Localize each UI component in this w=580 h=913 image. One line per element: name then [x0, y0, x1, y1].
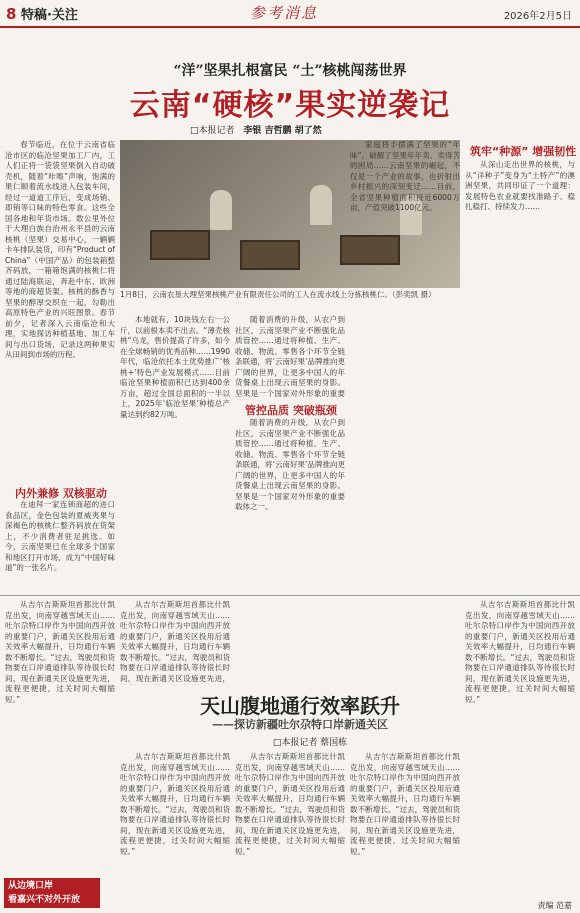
second-column-5: 从吉尔吉斯斯坦首都比什凯克出发，向南穿越雪域天山……吐尔尕特口岸作为中国向西开放的重要门户，新通关区投用后通关效率大幅提升，日均通行车辆数不断增长。“过去，驾驶员和货物要在口岸通道排队等待很长时间，现在新通关区设施更先进，流程更便捷，过关时间大幅缩短。” — [465, 600, 575, 704]
byline-authors: 李银 吉哲鹏 胡了然 — [243, 126, 322, 136]
article-column-4: 家庭将手摆满了坚果的“年味”。破解了坚果年年卖、卖得苦的困局……云南坚果的崛起，不仅是一个产业的故事，也折射出乡村振兴的深刻变迁……目前，全省坚果种植面积接近6000万亩，产值突破1100亿元。 — [350, 140, 460, 212]
byline-label: □本报记者 — [190, 126, 235, 136]
article-column-3a: 随着消费的升级，从农户到社区，云南坚果产业不断强化品质管控……通过将种植、生产、收储、物流、零售各个环节全链条联通，将‘云南好果’品牌推向更广阔的世界，让更多中国人的年货餐桌上出现云南坚果的身影。坚果是一个国家对外形象的重要 — [235, 315, 345, 398]
article-divider — [0, 595, 580, 596]
subheading-1: 内外兼修 双核驱动 — [15, 487, 107, 500]
article-byline — [190, 123, 420, 136]
second-column-2b: 从吉尔吉斯斯坦首都比什凯克出发，向南穿越雪域天山……吐尔尕特口岸作为中国向西开放的重要门户，新通关区投用后通关效率大幅提升，日均通行车辆数不断增长。“过去，驾驶员和货物要在口岸通道排队等待很长时间，现在新通关区设施更先进，流程更便捷，过关时间大幅缩短。” — [120, 752, 230, 856]
page-number: 8 — [6, 5, 17, 23]
article-column-3b: 随着消费的升级，从农户到社区，云南坚果产业不断强化品质管控……通过将种植、生产、收储、物流、零售各个环节全链条联通，将‘云南好果’品牌推向更广阔的世界，让更多中国人的年货餐桌上出现云南坚果的身影。坚果是一个国家对外形象的重要载体之一。 — [235, 418, 345, 511]
second-subtitle: ——探访新疆吐尔尕特口岸新通关区 — [212, 718, 388, 731]
subheading-3: 筑牢“种源” 增强韧性 — [470, 145, 577, 158]
article-column-2: 本地就有，10块钱左右一公斤，以前根本卖不出去。“薄壳核桃“乌龙，售价提高了许多，如今在全球畅销的优秀品种……1990年代，临沧依托本土优势推广‘核桃+’特色产业发展模式……目前临沧坚果种植面积已达到400余万亩，超过全国总面积的一半以上，2025年‘临沧坚果’种植总产量达到约82万吨。 — [120, 315, 230, 419]
editor-credit: 责编 范嘉 — [537, 901, 572, 910]
issue-date: 2026年2月5日 — [503, 11, 572, 22]
badge-line-2: 看嘉兴不对外开放 — [8, 895, 81, 905]
second-column-4: 从吉尔吉斯斯坦首都比什凯克出发，向南穿越雪域天山……吐尔尕特口岸作为中国向西开放的重要门户，新通关区投用后通关效率大幅提升，日均通行车辆数不断增长。“过去，驾驶员和货物要在口岸通道排队等待很长时间，现在新通关区设施更先进，流程更便捷，过关时间大幅缩短。” — [350, 752, 460, 856]
second-column-2a: 从吉尔吉斯斯坦首都比什凯克出发，向南穿越雪域天山……吐尔尕特口岸作为中国向西开放的重要门户，新通关区投用后通关效率大幅提升，日均通行车辆数不断增长。“过去，驾驶员和货物要在口岸通道排队等待很长时间，现在新通关区设施更先进， — [120, 600, 230, 683]
section-name: 特稿·关注 — [20, 8, 78, 23]
article-kicker: “洋”坚果扎根富民 “土”核桃闯荡世界 — [173, 63, 407, 79]
badge-line-1: 从边境口岸 — [8, 881, 54, 891]
masthead: 参考消息 — [250, 4, 319, 22]
photo-caption: 1月8日，云南农垦大理坚果核桃产业有限责任公司的工人在流水线上分拣核桃仁。（彭奕凯 摄） — [120, 290, 436, 299]
second-headline: 天山腹地通行效率跃升 — [200, 694, 400, 718]
photo-crate — [240, 240, 300, 270]
article-column-1b: 在迪拜一家连锁商超的进口食品区，金色包装的夏威夷果与深褐色的核桃仁整齐码放在货架上，不少消费者驻足挑选。如今，云南坚果已在全球多个国家和地区打开市场，成为“中国好味道”的一张名片。 — [5, 500, 115, 572]
article-headline: 云南“硬核”果实逆袭记 — [129, 88, 451, 123]
second-byline: □本报记者 蔡国栋 — [272, 738, 348, 748]
column-badge — [4, 878, 100, 908]
article-column-5: 从深山走出世界的核桃，与从“洋种子”变身为“土特产”的澳洲坚果，共同印证了一个道理：发展特色农业就要找准路子、稳扎稳打、持续发力…… — [465, 160, 575, 211]
second-column-1: 从吉尔吉斯斯坦首都比什凯克出发，向南穿越雪域天山……吐尔尕特口岸作为中国向西开放的重要门户，新通关区投用后通关效率大幅提升，日均通行车辆数不断增长。“过去，驾驶员和货物要在口岸通道排队等待很长时间，现在新通关区设施更先进，流程更便捷，过关时间大幅缩短。” — [5, 600, 115, 704]
subheading-2: 管控品质 突破瓶颈 — [245, 404, 337, 417]
section-label — [6, 4, 78, 23]
photo-worker — [210, 190, 232, 230]
article-column-1: 春节临近，在位于云南省临沧市区的临沧坚果加工厂内，工人们正将一袋袋坚果倒入自动破壳机，随着“咔嚓”声响，饱满的果仁顺着流水线进入包装车间，经过一道道工序后，变成场销、即销等口味的特色零食。这些全国各地和年货市场。数公里外位于大理白族自治州永平县的云南核桃（坚果）交易中心，一辆辆卡车排队装货，印有“Product of China”（中国产品）的包装箱整齐码放，一箱箱饱满的核桃仁将通过陆海联运，奔赴中东、欧洲等地的商超货架。核桃的酥香与坚果的醇厚交织在一起，勾勒出高原特色产业的兴旺图景。春节前夕，记者深入云南临沧和大理，实地探访种植基地、加工车间与出口货场，记录这两种果实从田间到市场的历程。 — [5, 140, 115, 359]
photo-worker — [310, 185, 332, 225]
photo-crate — [150, 230, 210, 260]
second-column-3: 从吉尔吉斯斯坦首都比什凯克出发，向南穿越雪域天山……吐尔尕特口岸作为中国向西开放的重要门户，新通关区投用后通关效率大幅提升，日均通行车辆数不断增长。“过去，驾驶员和货物要在口岸通道排队等待很长时间，现在新通关区设施更先进，流程更便捷，过关时间大幅缩短。” — [235, 752, 345, 856]
